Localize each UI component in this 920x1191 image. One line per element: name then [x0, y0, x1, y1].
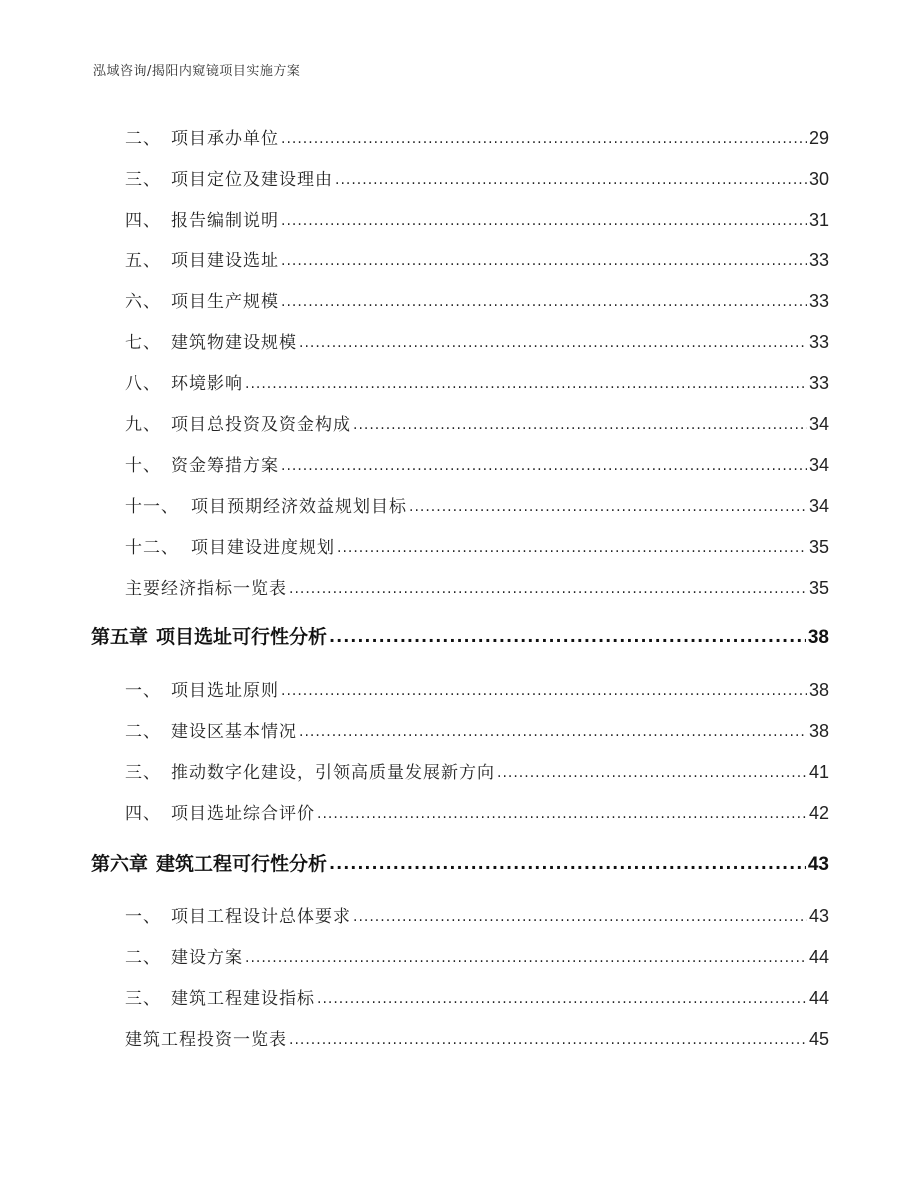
toc-page-number: 29: [808, 128, 829, 148]
toc-dot-leader: [353, 414, 807, 434]
toc-entry-title: 项目承办单位: [171, 129, 279, 149]
toc-page-number: 44: [808, 947, 829, 967]
toc-entry-label: [125, 902, 351, 927]
toc-entry[interactable]: [125, 533, 829, 558]
toc-page-number: 31: [808, 210, 829, 230]
toc-dot-leader: [317, 803, 807, 823]
toc-entry-title: 资金筹措方案: [171, 456, 279, 476]
toc-entry-label: [125, 451, 279, 476]
toc-entry-number: 七、: [125, 333, 161, 353]
toc-entry-number: 一、: [125, 681, 161, 701]
toc-chapter-entry[interactable]: [91, 622, 829, 649]
toc-entry[interactable]: [125, 492, 829, 517]
toc-entry-title: 主要经济指标一览表: [125, 579, 287, 599]
toc-page-number: 35: [808, 578, 829, 598]
toc-entry-label: [125, 492, 407, 517]
toc-entry-title: 建筑工程建设指标: [171, 989, 315, 1009]
toc-dot-leader: [245, 947, 807, 967]
toc-entry-title: 建筑物建设规模: [171, 333, 297, 353]
toc-dot-leader: [281, 250, 807, 270]
toc-dot-leader: [497, 762, 807, 782]
toc-page-number: 33: [808, 373, 829, 393]
toc-dot-leader: [289, 578, 807, 598]
toc-dot-leader: [335, 169, 807, 189]
toc-entry[interactable]: [125, 287, 829, 312]
toc-entry-title: 项目工程设计总体要求: [171, 907, 351, 927]
toc-entry-label: [125, 717, 297, 742]
toc-page-number: 33: [808, 250, 829, 270]
toc-entry[interactable]: [125, 758, 829, 783]
toc-entry-title: 建筑工程投资一览表: [125, 1030, 287, 1050]
toc-entry[interactable]: [125, 1025, 829, 1050]
toc-entry-number: 三、: [125, 170, 161, 190]
toc-page-number: 42: [808, 803, 829, 823]
toc-dot-leader: [317, 988, 807, 1008]
toc-entry-title: 项目建设进度规划: [191, 538, 335, 558]
toc-dot-leader: [281, 680, 807, 700]
toc-entry-label: [125, 533, 335, 558]
toc-dot-leader: [299, 721, 807, 741]
toc-entry[interactable]: [125, 410, 829, 435]
toc-entry[interactable]: [125, 799, 829, 824]
toc-entry-label: [125, 328, 297, 353]
toc-entry-number: 一、: [125, 907, 161, 927]
toc-entry-label: [91, 849, 327, 876]
toc-entry-label: [125, 799, 315, 824]
toc-entry[interactable]: [125, 717, 829, 742]
toc-entry-number: 二、: [125, 948, 161, 968]
toc-entry-number: 四、: [125, 804, 161, 824]
toc-entry-label: [125, 943, 243, 968]
header-divider: [91, 83, 829, 84]
toc-chapter-entry[interactable]: [91, 849, 829, 876]
toc-entry-title: 项目选址可行性分析: [156, 626, 328, 648]
toc-dot-leader: [353, 906, 807, 926]
toc-page-number: 44: [808, 988, 829, 1008]
toc-entry[interactable]: [125, 328, 829, 353]
page-header: 泓域咨询/揭阳内窥镜项目实施方案: [93, 64, 301, 79]
toc-entry[interactable]: [125, 165, 829, 190]
toc-entry-label: [125, 124, 279, 149]
toc-dot-leader: [281, 210, 807, 230]
toc-page-number: 43: [807, 854, 829, 875]
toc-entry-title: 环境影响: [171, 374, 243, 394]
toc-page-number: 33: [808, 332, 829, 352]
toc-dot-leader: [409, 496, 807, 516]
toc-entry[interactable]: [125, 943, 829, 968]
toc-entry-number: 二、: [125, 129, 161, 149]
toc-entry-title: 项目总投资及资金构成: [171, 415, 351, 435]
toc-page-number: 38: [808, 680, 829, 700]
toc-entry[interactable]: [125, 369, 829, 394]
toc-entry-title: 建设方案: [171, 948, 243, 968]
toc-entry-title: 报告编制说明: [171, 211, 279, 231]
toc-page-number: 34: [808, 414, 829, 434]
toc-entry[interactable]: [125, 574, 829, 599]
toc-entry-label: [125, 287, 279, 312]
toc-entry-title: 建设区基本情况: [171, 722, 297, 742]
toc-entry[interactable]: [125, 676, 829, 701]
toc-entry-title: 项目选址原则: [171, 681, 279, 701]
toc-entry[interactable]: [125, 984, 829, 1009]
toc-page-number: 43: [808, 906, 829, 926]
toc-entry-label: [125, 410, 351, 435]
toc-page-number: 38: [808, 721, 829, 741]
toc-page-number: 41: [808, 762, 829, 782]
toc-entry-number: 第六章: [91, 853, 149, 875]
toc-page-number: 33: [808, 291, 829, 311]
toc-entry-title: 项目预期经济效益规划目标: [191, 497, 407, 517]
toc-page-number: 45: [808, 1029, 829, 1049]
toc-page-number: 38: [807, 627, 829, 648]
toc-entry-label: [125, 206, 279, 231]
toc-entry-label: [125, 676, 279, 701]
toc-entry-label: [125, 369, 243, 394]
toc-entry[interactable]: [125, 206, 829, 231]
toc-dot-leader: [281, 128, 807, 148]
toc-page-number: 30: [808, 169, 829, 189]
toc-page-number: 35: [808, 537, 829, 557]
toc-entry-label: [125, 574, 287, 599]
toc-entry-label: [91, 622, 327, 649]
toc-entry-label: [125, 1025, 287, 1050]
toc-entry-title: 推动数字化建设，引领高质量发展新方向: [171, 763, 495, 783]
toc-entry-number: 十一、: [125, 497, 179, 517]
toc-entry-number: 四、: [125, 211, 161, 231]
toc-dot-leader: [337, 537, 807, 557]
toc-entry-title: 项目生产规模: [171, 292, 279, 312]
toc-dot-leader: [289, 1029, 807, 1049]
toc-entry-number: 六、: [125, 292, 161, 312]
toc-entry[interactable]: [125, 451, 829, 476]
toc-entry-title: 项目定位及建设理由: [171, 170, 333, 190]
toc-entry[interactable]: [125, 902, 829, 927]
toc-entry-title: 项目选址综合评价: [171, 804, 315, 824]
toc-entry-title: 项目建设选址: [171, 251, 279, 271]
toc-entry-number: 第五章: [91, 626, 149, 648]
toc-dot-leader: [245, 373, 807, 393]
toc-entry-number: 二、: [125, 722, 161, 742]
toc-dot-leader: [299, 332, 807, 352]
toc-dot-leader: [281, 455, 807, 475]
toc-entry-label: [125, 165, 333, 190]
toc-dot-leader: [329, 852, 806, 874]
toc-entry-number: 九、: [125, 415, 161, 435]
toc-entry-label: [125, 246, 279, 271]
toc-page-number: 34: [808, 496, 829, 516]
toc-entry-label: [125, 758, 495, 783]
toc-entry-number: 八、: [125, 374, 161, 394]
toc-entry-title: 建筑工程可行性分析: [156, 853, 328, 875]
toc-dot-leader: [281, 291, 807, 311]
toc-dot-leader: [329, 625, 806, 647]
toc-entry-label: [125, 984, 315, 1009]
toc-entry-number: 三、: [125, 989, 161, 1009]
toc-entry-number: 三、: [125, 763, 161, 783]
toc-entry-number: 十、: [125, 456, 161, 476]
toc-page-number: 34: [808, 455, 829, 475]
toc-entry-number: 五、: [125, 251, 161, 271]
toc-entry[interactable]: [125, 246, 829, 271]
toc-entry-number: 十二、: [125, 538, 179, 558]
toc-entry[interactable]: [125, 124, 829, 149]
